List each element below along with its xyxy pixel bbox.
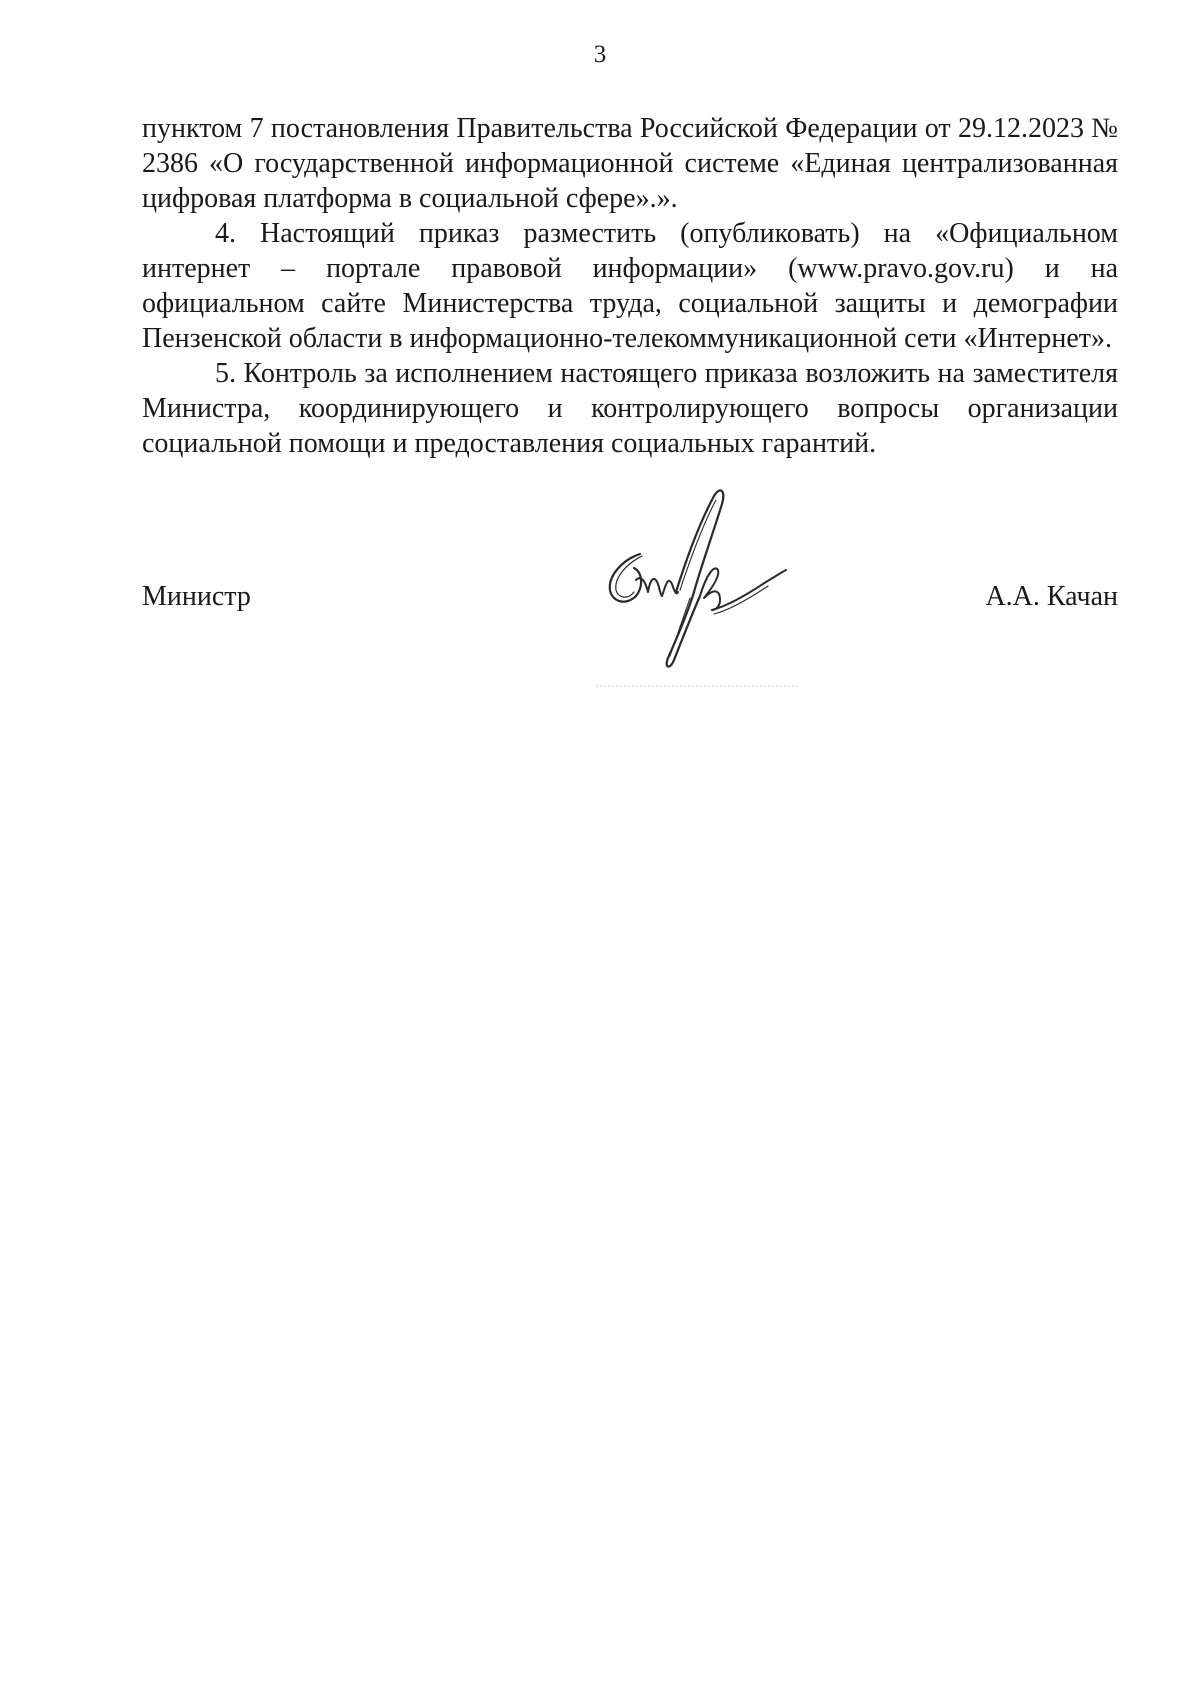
signer-title: Министр	[142, 581, 251, 612]
paragraph-continuation: пунктом 7 постановления Правительства Российской Федерации от 29.12.2023 № 2386 «О государственной информационной системе «Единая централизованная цифровая платформа в социальной сфере».».	[142, 113, 1118, 214]
page-number: 3	[593, 41, 607, 68]
signer-name: А.А. Качан	[985, 581, 1118, 612]
paragraph-item-4: 4. Настоящий приказ разместить (опубликовать) на «Официальном интернет – портале правовой информации» (www.pravo.gov.ru) и на официальном сайте Министерства труда, социальной защиты и демографии Пензенской области в информационно-телекоммуникационной сети «Интернет».	[142, 218, 1118, 354]
signature-icon	[596, 480, 816, 700]
paragraph-item-5: 5. Контроль за исполнением настоящего приказа возложить на заместителя Министра, координирующего и контролирующего вопросы организации социальной помощи и предоставления социальных гарантий.	[142, 358, 1118, 459]
document-body	[142, 111, 1118, 461]
